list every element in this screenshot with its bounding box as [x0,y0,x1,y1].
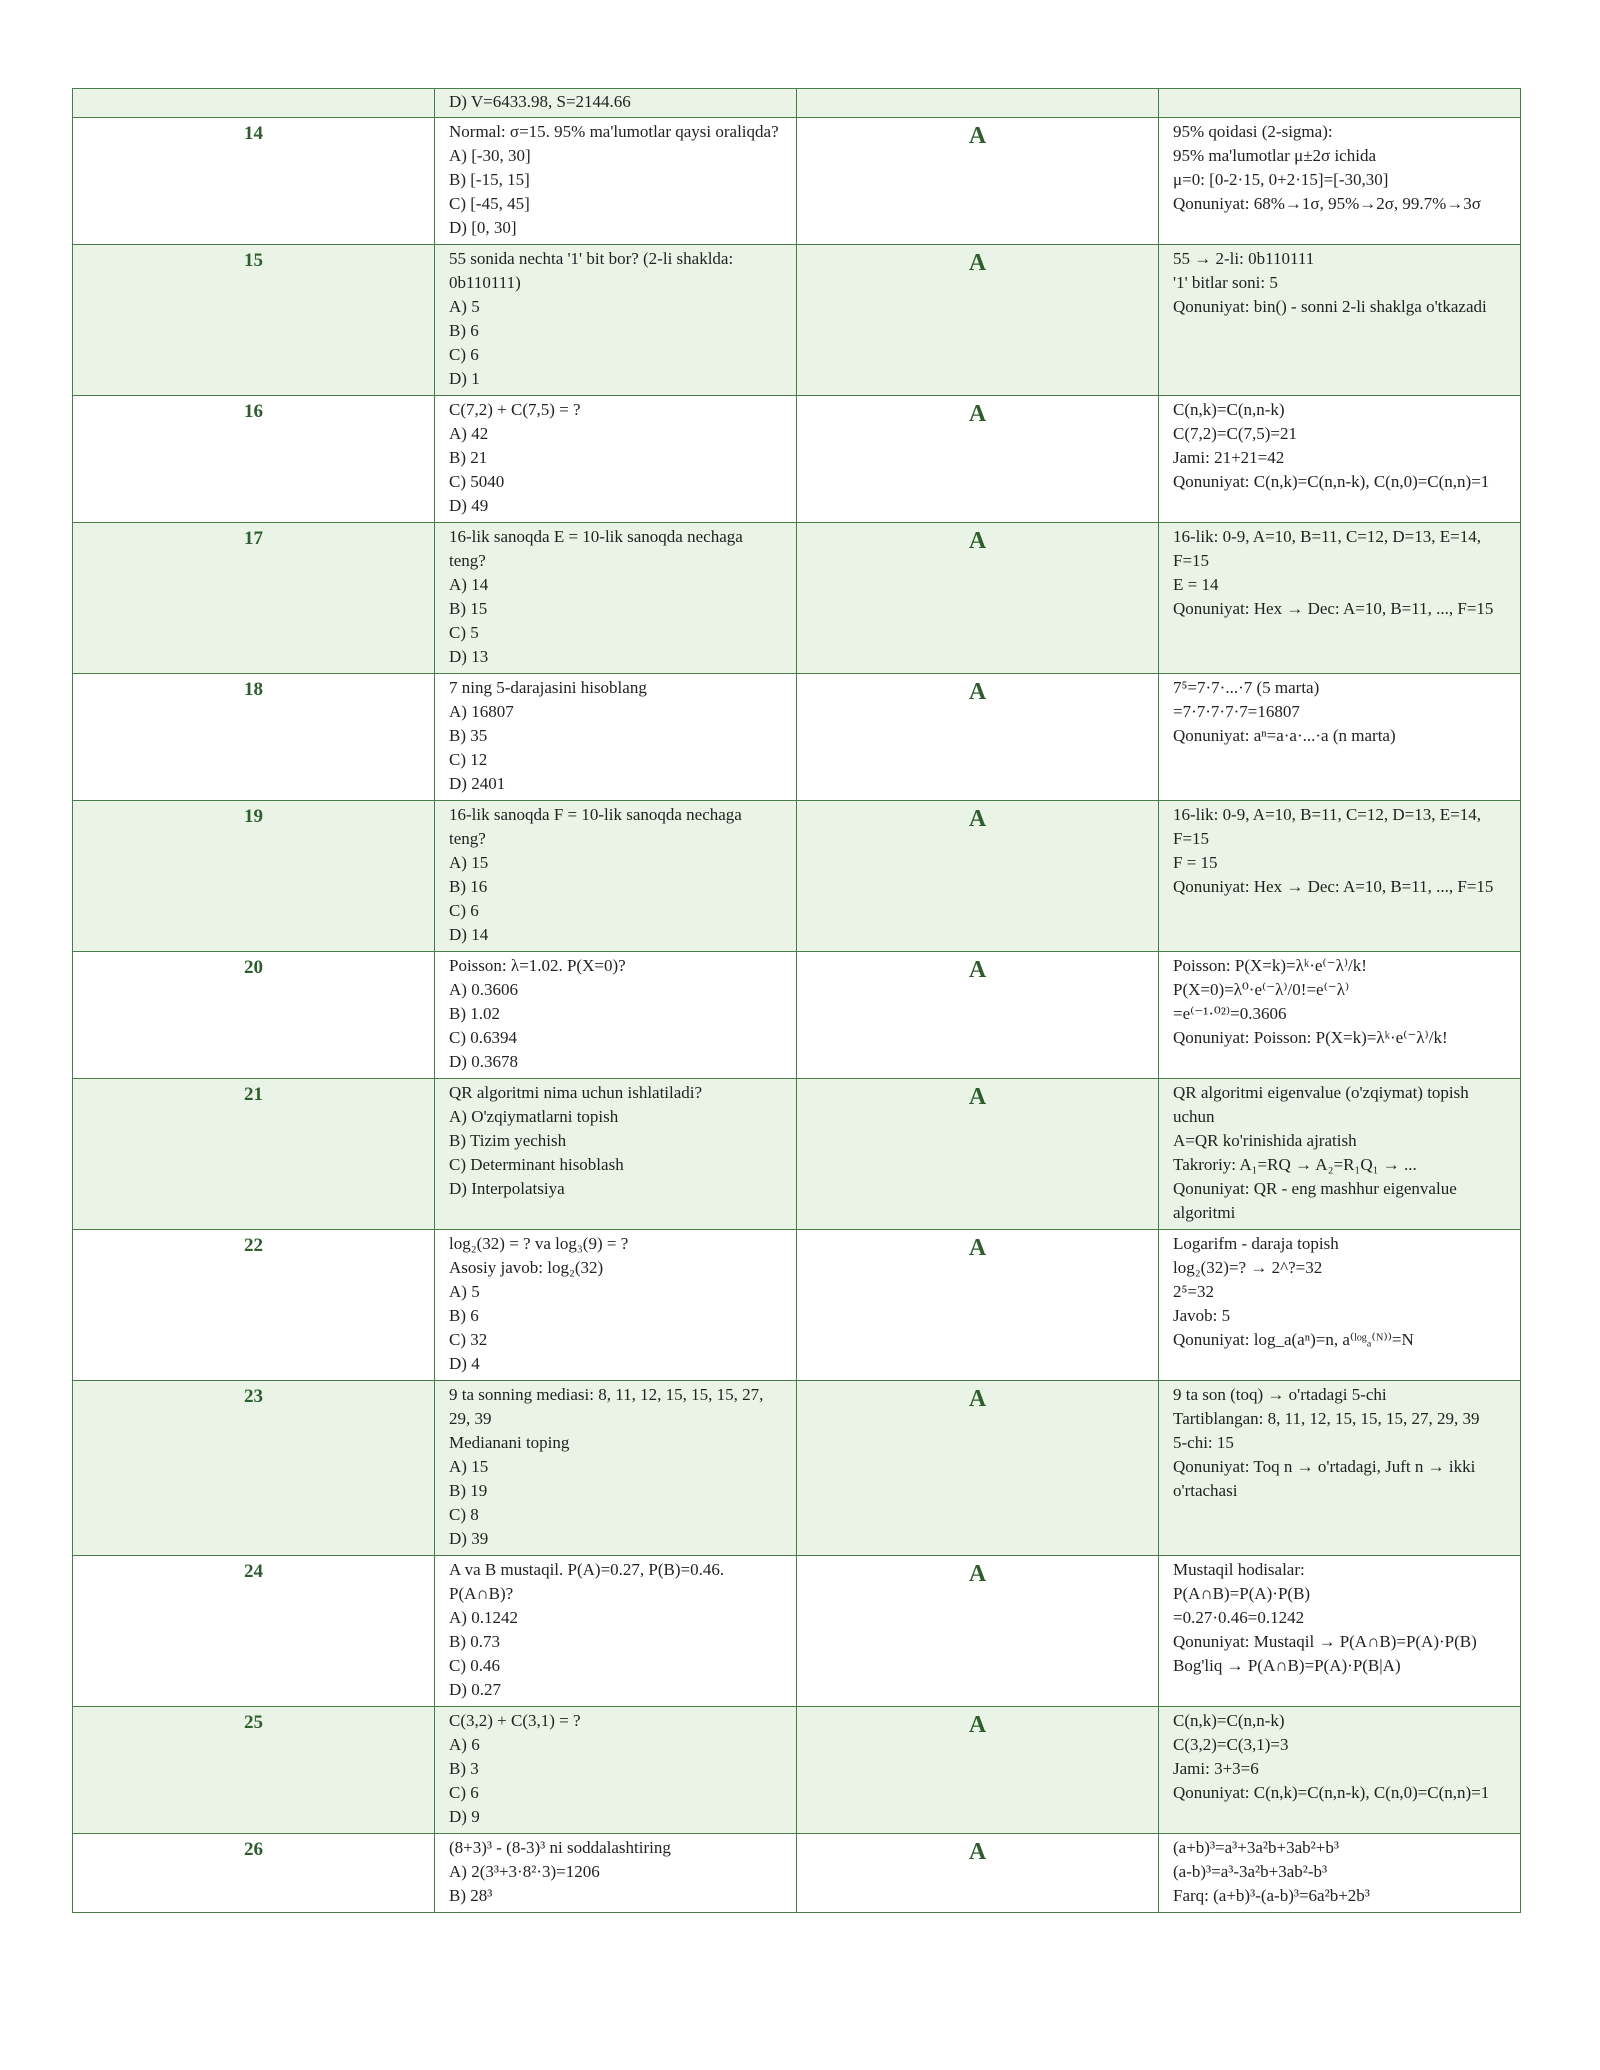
question-line: B) 1.02 [449,1004,500,1023]
explanation-cell [1159,1556,1521,1707]
table-row [73,1556,1521,1707]
explanation-cell [1159,1230,1521,1381]
question-line: D) 0.27 [449,1680,501,1699]
question-cell [435,89,797,118]
document-page [72,88,1520,1913]
explanation-line: =7·7·7·7·7=16807 [1173,702,1300,721]
explanation-line: 16-lik: 0-9, A=10, B=11, C=12, D=13, E=14, F=15 [1173,805,1481,848]
question-line: C) 12 [449,750,488,769]
question-number-cell [73,89,435,118]
table-row [73,1834,1521,1913]
question-cell [435,1834,797,1913]
question-cell [435,1556,797,1707]
question-line: A va B mustaqil. P(A)=0.27, P(B)=0.46. P(A∩B)? [449,1560,725,1603]
explanation-line: QR algoritmi eigenvalue (o'zqiymat) topish uchun [1173,1083,1469,1126]
question-line: A) 5 [449,1282,480,1301]
question-line: A) 0.3606 [449,980,518,999]
correct-answer: A [797,1381,1159,1556]
question-line: A) 14 [449,575,489,594]
explanation-line: C(3,2)=C(3,1)=3 [1173,1735,1289,1754]
explanation-line: Qonuniyat: Toq n → o'rtadagi, Juft n → ikki o'rtachasi [1173,1457,1476,1500]
explanation-line: 7⁵=7·7·...·7 (5 marta) [1173,678,1320,697]
explanation-line: Qonuniyat: 68%→1σ, 95%→2σ, 99.7%→3σ [1173,194,1481,213]
question-number: 17 [73,523,435,674]
correct-answer: A [797,1079,1159,1230]
questions-table-body [73,89,1521,1913]
explanation-cell [1159,396,1521,523]
table-row [73,1230,1521,1381]
question-line: D) 4 [449,1354,480,1373]
correct-answer: A [797,1230,1159,1381]
explanation-line: C(n,k)=C(n,n-k) [1173,400,1285,419]
explanation-line: 55 → 2-li: 0b110111 [1173,249,1315,268]
explanation-line: Qonuniyat: Hex → Dec: A=10, B=11, ..., F=15 [1173,877,1494,896]
explanation-line: '1' bitlar soni: 5 [1173,273,1278,292]
question-line: D) [0, 30] [449,218,517,237]
question-line: D) 13 [449,647,489,666]
question-line: 7 ning 5-darajasini hisoblang [449,678,647,697]
question-number: 21 [73,1079,435,1230]
question-line: 9 ta sonning mediasi: 8, 11, 12, 15, 15, 15, 27, 29, 39 [449,1385,764,1428]
table-row [73,1707,1521,1834]
table-row-continued [73,89,1521,118]
explanation-cell [1159,674,1521,801]
explanation-line: C(7,2)=C(7,5)=21 [1173,424,1297,443]
explanation-line: Logarifm - daraja topish [1173,1234,1339,1253]
question-line: log₂(32) = ? va log₃(9) = ? [449,1234,629,1253]
explanation-line: 5-chi: 15 [1173,1433,1234,1452]
question-line: B) Tizim yechish [449,1131,567,1150]
question-line: B) 6 [449,321,479,340]
explanation-line: Tartiblangan: 8, 11, 12, 15, 15, 15, 27, 29, 39 [1173,1409,1480,1428]
question-cell [435,1230,797,1381]
question-number: 16 [73,396,435,523]
explanation-line: Mustaqil hodisalar: [1173,1560,1305,1579]
question-line: (8+3)³ - (8-3)³ ni soddalashtiring [449,1838,671,1857]
correct-answer: A [797,523,1159,674]
question-line: C) 32 [449,1330,488,1349]
correct-answer: A [797,396,1159,523]
question-line: D) 49 [449,496,489,515]
explanation-line: F = 15 [1173,853,1218,872]
question-number: 18 [73,674,435,801]
explanation-line: Qonuniyat: C(n,k)=C(n,n-k), C(n,0)=C(n,n)=1 [1173,1783,1490,1802]
correct-answer: A [797,118,1159,245]
question-number: 14 [73,118,435,245]
question-line: C(7,2) + C(7,5) = ? [449,400,581,419]
question-number: 15 [73,245,435,396]
question-number: 24 [73,1556,435,1707]
explanation-cell [1159,89,1521,118]
question-line: 16-lik sanoqda E = 10-lik sanoqda nechaga teng? [449,527,743,570]
question-line: B) [-15, 15] [449,170,530,189]
table-row [73,1079,1521,1230]
question-line: A) 15 [449,853,489,872]
question-line: D) Interpolatsiya [449,1179,565,1198]
question-number: 20 [73,952,435,1079]
question-line: C(3,2) + C(3,1) = ? [449,1711,581,1730]
explanation-line: log₂(32)=? → 2^?=32 [1173,1258,1323,1277]
explanation-cell [1159,1834,1521,1913]
question-line: Asosiy javob: log₂(32) [449,1258,604,1277]
table-row [73,1381,1521,1556]
explanation-cell [1159,952,1521,1079]
question-number: 25 [73,1707,435,1834]
question-line: C) 6 [449,345,479,364]
question-line: B) 28³ [449,1886,493,1905]
explanation-line: Bog'liq → P(A∩B)=P(A)·P(B|A) [1173,1656,1401,1675]
question-cell [435,245,797,396]
question-line: B) 15 [449,599,488,618]
explanation-line: Qonuniyat: log_a(aⁿ)=n, a⁽ˡᵒᵍₐ⁽ᴺ⁾⁾=N [1173,1330,1414,1349]
explanation-line: =e⁽⁻¹·⁰²⁾=0.3606 [1173,1004,1287,1023]
question-line: A) O'zqiymatlarni topish [449,1107,619,1126]
explanation-line: 9 ta son (toq) → o'rtadagi 5-chi [1173,1385,1387,1404]
question-cell [435,952,797,1079]
explanation-line: Farq: (a+b)³-(a-b)³=6a²b+2b³ [1173,1886,1370,1905]
explanation-line: Javob: 5 [1173,1306,1231,1325]
explanation-line: Qonuniyat: QR - eng mashhur eigenvalue algoritmi [1173,1179,1457,1222]
question-line: 16-lik sanoqda F = 10-lik sanoqda nechaga teng? [449,805,742,848]
explanation-cell [1159,118,1521,245]
question-line: Medianani toping [449,1433,570,1452]
table-row [73,801,1521,952]
question-line: A) 2(3³+3·8²·3)=1206 [449,1862,600,1881]
question-line: C) 0.6394 [449,1028,517,1047]
table-row [73,674,1521,801]
question-line: 55 sonida nechta '1' bit bor? (2-li shaklda: 0b110111) [449,249,734,292]
question-cell [435,1707,797,1834]
explanation-line: Qonuniyat: aⁿ=a·a·...·a (n marta) [1173,726,1396,745]
explanation-cell [1159,1079,1521,1230]
question-line: Poisson: λ=1.02. P(X=0)? [449,956,626,975]
question-line: C) 5040 [449,472,505,491]
correct-answer: A [797,1707,1159,1834]
table-row [73,952,1521,1079]
question-line: D) 14 [449,925,489,944]
explanation-line: Qonuniyat: bin() - sonni 2-li shaklga o'tkazadi [1173,297,1487,316]
explanation-line: Qonuniyat: C(n,k)=C(n,n-k), C(n,0)=C(n,n)=1 [1173,472,1490,491]
question-line: A) 6 [449,1735,480,1754]
correct-answer: A [797,1556,1159,1707]
explanation-line: 95% ma'lumotlar μ±2σ ichida [1173,146,1376,165]
question-line: C) 8 [449,1505,479,1524]
question-line: B) 6 [449,1306,479,1325]
question-cell [435,118,797,245]
question-number: 22 [73,1230,435,1381]
explanation-line: 16-lik: 0-9, A=10, B=11, C=12, D=13, E=14, F=15 [1173,527,1481,570]
questions-table [72,88,1521,1913]
explanation-line: 2⁵=32 [1173,1282,1215,1301]
question-line: A) 5 [449,297,480,316]
correct-answer: A [797,674,1159,801]
question-line: D) 0.3678 [449,1052,518,1071]
explanation-line: Takroriy: A₁=RQ → A₂=R₁Q₁ → ... [1173,1155,1417,1174]
question-cell [435,1079,797,1230]
explanation-line: A=QR ko'rinishida ajratish [1173,1131,1357,1150]
answer-cell [797,89,1159,118]
question-number: 19 [73,801,435,952]
explanation-cell [1159,1381,1521,1556]
question-line: C) 0.46 [449,1656,500,1675]
correct-answer: A [797,801,1159,952]
explanation-line: Qonuniyat: Mustaqil → P(A∩B)=P(A)·P(B) [1173,1632,1477,1651]
question-line: C) 5 [449,623,479,642]
explanation-line: P(A∩B)=P(A)·P(B) [1173,1584,1311,1603]
explanation-line: Poisson: P(X=k)=λᵏ·e⁽⁻λ⁾/k! [1173,956,1367,975]
explanation-line: Qonuniyat: Hex → Dec: A=10, B=11, ..., F=15 [1173,599,1494,618]
explanation-line: =0.27·0.46=0.1242 [1173,1608,1305,1627]
explanation-line: 95% qoidasi (2-sigma): [1173,122,1333,141]
table-row [73,396,1521,523]
question-line: B) 19 [449,1481,488,1500]
question-line: C) 6 [449,1783,479,1802]
question-line: D) 1 [449,369,480,388]
question-cell [435,396,797,523]
explanation-cell [1159,801,1521,952]
question-line: D) 2401 [449,774,506,793]
question-line: C) [-45, 45] [449,194,530,213]
explanation-line: Qonuniyat: Poisson: P(X=k)=λᵏ·e⁽⁻λ⁾/k! [1173,1028,1448,1047]
question-line: B) 0.73 [449,1632,500,1651]
question-cell [435,1381,797,1556]
correct-answer: A [797,1834,1159,1913]
question-line: QR algoritmi nima uchun ishlatiladi? [449,1083,703,1102]
question-cell [435,523,797,674]
question-line: D) 39 [449,1529,489,1548]
question-line: B) 21 [449,448,488,467]
correct-answer: A [797,952,1159,1079]
question-line: A) 0.1242 [449,1608,518,1627]
question-line: B) 3 [449,1759,479,1778]
question-line: A) [-30, 30] [449,146,531,165]
explanation-line: E = 14 [1173,575,1219,594]
question-line: A) 42 [449,424,489,443]
question-line: A) 15 [449,1457,489,1476]
explanation-line: Jami: 21+21=42 [1173,448,1285,467]
table-row [73,118,1521,245]
question-number: 26 [73,1834,435,1913]
correct-answer: A [797,245,1159,396]
table-row [73,523,1521,674]
explanation-line: (a-b)³=a³-3a²b+3ab²-b³ [1173,1862,1328,1881]
explanation-cell [1159,523,1521,674]
explanation-line: μ=0: [0-2·15, 0+2·15]=[-30,30] [1173,170,1389,189]
question-line: C) Determinant hisoblash [449,1155,624,1174]
explanation-line: C(n,k)=C(n,n-k) [1173,1711,1285,1730]
explanation-cell [1159,1707,1521,1834]
question-number: 23 [73,1381,435,1556]
explanation-cell [1159,245,1521,396]
question-line: B) 16 [449,877,488,896]
question-line: B) 35 [449,726,488,745]
question-cell [435,801,797,952]
table-row [73,245,1521,396]
question-line: A) 16807 [449,702,514,721]
question-line: C) 6 [449,901,479,920]
question-cell [435,674,797,801]
question-line: D) V=6433.98, S=2144.66 [449,92,631,111]
explanation-line: (a+b)³=a³+3a²b+3ab²+b³ [1173,1838,1339,1857]
question-line: Normal: σ=15. 95% ma'lumotlar qaysi oraliqda? [449,122,779,141]
explanation-line: Jami: 3+3=6 [1173,1759,1259,1778]
explanation-line: P(X=0)=λ⁰·e⁽⁻λ⁾/0!=e⁽⁻λ⁾ [1173,980,1350,999]
question-line: D) 9 [449,1807,480,1826]
